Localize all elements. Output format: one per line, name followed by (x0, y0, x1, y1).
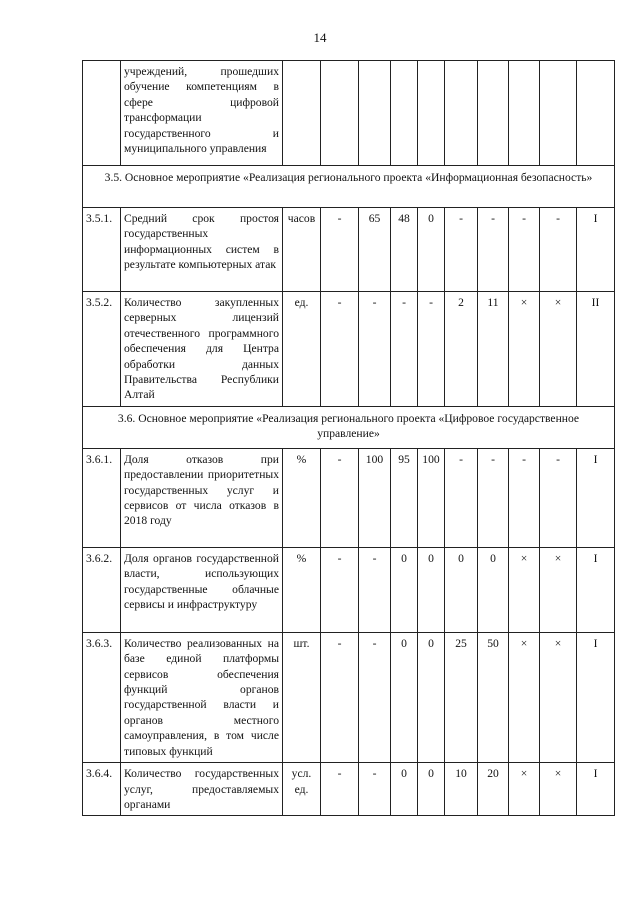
value-cell: - (391, 292, 418, 407)
page-number: 14 (313, 30, 327, 45)
unit-cell: % (283, 448, 321, 547)
value-cell: 0 (391, 763, 418, 816)
value-cell: × (509, 763, 540, 816)
value-cell: 95 (391, 448, 418, 547)
value-cell: - (540, 448, 577, 547)
unit-cell: ед. (283, 292, 321, 407)
value-cell: 0 (418, 547, 445, 632)
value-cell: - (478, 208, 509, 292)
value-cell: 20 (478, 763, 509, 816)
value-cell: - (445, 448, 478, 547)
row-number (83, 61, 121, 166)
indicator-name: учреждений, прошедших обучение компетенциям в сфере цифровой трансформации государственного и муниципального управления (121, 61, 283, 166)
value-cell: 11 (478, 292, 509, 407)
value-cell: 0 (418, 208, 445, 292)
indicator-name: Средний срок простоя государственных информационных систем в результате компьютерных атак (121, 208, 283, 292)
value-cell: 0 (418, 632, 445, 762)
value-cell: - (359, 763, 391, 816)
value-cell: - (418, 292, 445, 407)
value-cell: 100 (359, 448, 391, 547)
value-cell: 50 (478, 632, 509, 762)
value-cell: 0 (391, 632, 418, 762)
unit-cell: часов (283, 208, 321, 292)
value-cell (478, 61, 509, 166)
table-row (83, 547, 615, 632)
value-cell (321, 61, 359, 166)
category-cell: I (577, 632, 615, 762)
row-number: 3.6.4. (83, 763, 121, 816)
section-heading: 3.6. Основное мероприятие «Реализация регионального проекта «Цифровое государственное управление» (83, 406, 615, 448)
value-cell: - (321, 547, 359, 632)
value-cell: × (540, 292, 577, 407)
indicator-name: Доля органов государственной власти, использующих государственные облачные сервисы и инфраструктуру (121, 547, 283, 632)
table-row (83, 292, 615, 407)
value-cell (509, 61, 540, 166)
value-cell: - (478, 448, 509, 547)
value-cell: × (509, 292, 540, 407)
value-cell: 100 (418, 448, 445, 547)
category-cell (577, 61, 615, 166)
section-row (83, 166, 615, 208)
value-cell: - (359, 547, 391, 632)
indicator-name: Количество реализованных на базе единой платформы сервисов обеспечения функций органов государственной власти и органов местного самоуправления, в том числе типовых функций (121, 632, 283, 762)
value-cell: × (540, 763, 577, 816)
section-heading: 3.5. Основное мероприятие «Реализация регионального проекта «Информационная безопасность» (83, 166, 615, 208)
value-cell: 10 (445, 763, 478, 816)
value-cell: 25 (445, 632, 478, 762)
category-cell: I (577, 763, 615, 816)
value-cell: - (321, 448, 359, 547)
value-cell (359, 61, 391, 166)
value-cell (391, 61, 418, 166)
unit-cell: усл. ед. (283, 763, 321, 816)
row-number: 3.6.2. (83, 547, 121, 632)
value-cell: - (540, 208, 577, 292)
value-cell (445, 61, 478, 166)
unit-cell: шт. (283, 632, 321, 762)
value-cell: 65 (359, 208, 391, 292)
row-number: 3.6.3. (83, 632, 121, 762)
value-cell: - (321, 208, 359, 292)
value-cell: × (509, 547, 540, 632)
value-cell: 0 (391, 547, 418, 632)
table-row (83, 632, 615, 762)
value-cell (540, 61, 577, 166)
category-cell: I (577, 448, 615, 547)
value-cell: - (321, 632, 359, 762)
value-cell: - (509, 448, 540, 547)
value-cell: 0 (418, 763, 445, 816)
value-cell: - (359, 292, 391, 407)
table-row (83, 208, 615, 292)
category-cell: I (577, 208, 615, 292)
value-cell: 48 (391, 208, 418, 292)
indicators-table (82, 60, 615, 816)
table-row (83, 61, 615, 166)
category-cell: I (577, 547, 615, 632)
value-cell (418, 61, 445, 166)
value-cell: - (359, 632, 391, 762)
category-cell: II (577, 292, 615, 407)
value-cell: - (509, 208, 540, 292)
value-cell: 0 (445, 547, 478, 632)
value-cell: - (321, 763, 359, 816)
row-number: 3.6.1. (83, 448, 121, 547)
unit-cell (283, 61, 321, 166)
value-cell: × (540, 547, 577, 632)
value-cell: - (321, 292, 359, 407)
value-cell: × (509, 632, 540, 762)
value-cell: 2 (445, 292, 478, 407)
value-cell: 0 (478, 547, 509, 632)
indicator-name: Количество закупленных серверных лицензий отечественного программного обеспечения для Центра обработки данных Правительства Республики Алтай (121, 292, 283, 407)
row-number: 3.5.1. (83, 208, 121, 292)
table-row (83, 448, 615, 547)
value-cell: × (540, 632, 577, 762)
row-number: 3.5.2. (83, 292, 121, 407)
value-cell: - (445, 208, 478, 292)
unit-cell: % (283, 547, 321, 632)
table-row (83, 763, 615, 816)
indicator-name: Доля отказов при предоставлении приоритетных государственных услуг и сервисов от числа отказов в 2018 году (121, 448, 283, 547)
section-row (83, 406, 615, 448)
indicator-name: Количество государственных услуг, предоставляемых органами (121, 763, 283, 816)
